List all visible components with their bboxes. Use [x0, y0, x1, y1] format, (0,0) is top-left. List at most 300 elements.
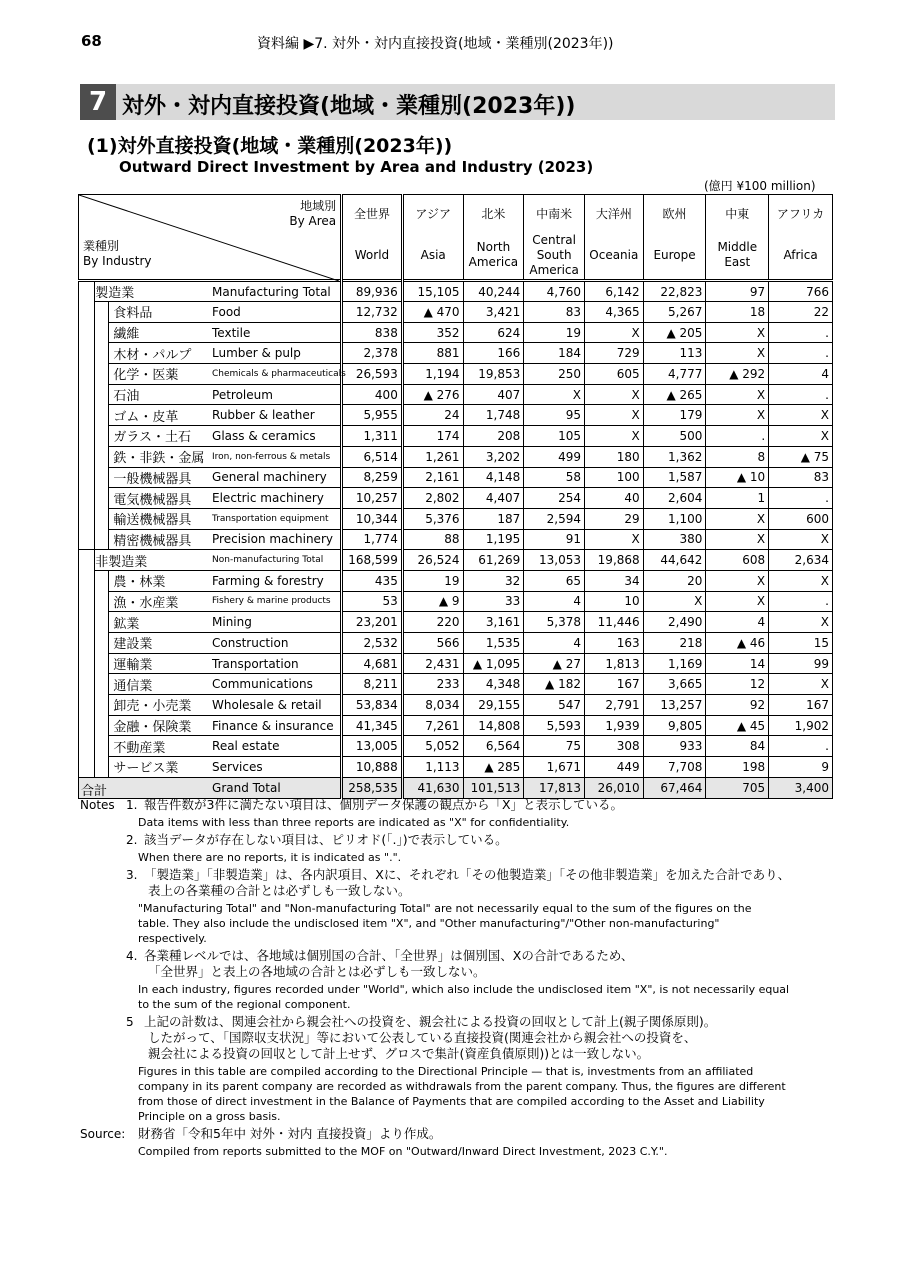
section-title-en: Outward Direct Investment by Area and Industry (2023): [119, 158, 594, 176]
indent-cell: [79, 695, 95, 716]
industry-en: Petroleum: [208, 384, 342, 405]
value-cell: 29: [584, 508, 643, 529]
table-row: [79, 384, 833, 405]
value-cell: 729: [584, 343, 643, 364]
value-cell: 220: [402, 612, 463, 633]
column-header-ja: 中南米: [536, 207, 573, 221]
value-cell: 166: [463, 343, 524, 364]
value-cell: 881: [402, 343, 463, 364]
value-cell: 308: [584, 736, 643, 757]
value-cell: 18: [706, 302, 769, 323]
value-cell: .: [769, 591, 833, 612]
value-cell: 218: [643, 633, 706, 654]
unit-label: (億円 ¥100 million): [704, 179, 816, 193]
column-header-en: World: [354, 247, 390, 262]
indent-cell: [95, 570, 109, 591]
value-cell: 1,113: [402, 757, 463, 778]
value-cell: 174: [402, 426, 463, 447]
note-ja-line: したがって、「国際収支状況」等において公表している直接投資(関連会社から親会社への投資を、: [148, 1030, 697, 1045]
table-row: [79, 570, 833, 591]
value-cell: 10,344: [342, 508, 403, 529]
note-en-line: company in its parent company are recorded as withdrawals from the parent company. Thus, the figures are different: [138, 1080, 786, 1093]
value-cell: 5,052: [402, 736, 463, 757]
table-row: [79, 674, 833, 695]
note-number: 5: [126, 1015, 134, 1029]
value-cell: 12: [706, 674, 769, 695]
industry-ja-label: 鉄・非鉄・金属: [113, 451, 205, 467]
industry-ja: [109, 570, 208, 591]
value-cell: 40: [584, 488, 643, 509]
table-row: [79, 364, 833, 385]
indent-cell: [95, 529, 109, 550]
value-cell: 19,868: [584, 550, 643, 571]
industry-ja: [109, 715, 208, 736]
column-header-ja: アジア: [415, 207, 451, 221]
value-cell: ▲ 27: [524, 653, 585, 674]
source-en: Compiled from reports submitted to the MOF on "Outward/Inward Direct Investment, 2023 C.Y.".: [138, 1145, 668, 1158]
note-label: [80, 1014, 126, 1062]
value-cell: 500: [643, 426, 706, 447]
value-cell: 1,261: [402, 446, 463, 467]
table-row: [79, 695, 833, 716]
value-cell: 67,464: [643, 777, 706, 798]
value-cell: 19: [402, 570, 463, 591]
industry-ja: [109, 695, 208, 716]
industry-ja-label: 電気機械器具: [113, 492, 192, 508]
value-cell: 1,902: [769, 715, 833, 736]
value-cell: 167: [769, 695, 833, 716]
value-cell: 4: [706, 612, 769, 633]
industry-ja-label: 農・林業: [113, 575, 166, 591]
value-cell: 179: [643, 405, 706, 426]
corner-industry-en: By Industry: [83, 254, 152, 268]
category-total-row: [79, 550, 833, 571]
industry-ja: [109, 591, 208, 612]
indent-cell: [79, 426, 95, 447]
indent-cell: [95, 302, 109, 323]
value-cell: 19: [524, 322, 585, 343]
industry-ja-label: 建設業: [113, 637, 153, 653]
indent-cell: [95, 736, 109, 757]
value-cell: 92: [706, 695, 769, 716]
value-cell: 7,708: [643, 757, 706, 778]
indent-cell: [79, 467, 95, 488]
value-cell: 3,202: [463, 446, 524, 467]
note-label: [80, 948, 126, 980]
value-cell: .: [769, 384, 833, 405]
value-cell: ▲ 10: [706, 467, 769, 488]
indent-cell: [79, 653, 95, 674]
industry-ja-label: 石油: [113, 389, 140, 405]
industry-ja-label: 輸送機械器具: [113, 513, 192, 529]
value-cell: 53: [342, 591, 403, 612]
value-cell: 41,630: [402, 777, 463, 798]
value-cell: 6,564: [463, 736, 524, 757]
indent-cell: [95, 384, 109, 405]
industry-ja-label: 精密機械器具: [113, 533, 192, 549]
table-row: [79, 426, 833, 447]
value-cell: 23,201: [342, 612, 403, 633]
value-cell: 2,791: [584, 695, 643, 716]
value-cell: .: [769, 322, 833, 343]
value-cell: 5,378: [524, 612, 585, 633]
value-cell: 1,100: [643, 508, 706, 529]
industry-en: Precision machinery: [208, 529, 342, 550]
note-number: 4.: [126, 949, 138, 963]
value-cell: 4,681: [342, 653, 403, 674]
indent-cell: [95, 653, 109, 674]
indent-cell: [79, 281, 95, 302]
value-cell: 10: [584, 591, 643, 612]
indent-cell: [79, 715, 95, 736]
industry-en: Farming & forestry: [208, 570, 342, 591]
indent-cell: [95, 467, 109, 488]
value-cell: ▲ 46: [706, 633, 769, 654]
value-cell: X: [584, 405, 643, 426]
value-cell: X: [706, 570, 769, 591]
indent-cell: [79, 488, 95, 509]
indent-cell: [95, 364, 109, 385]
indent-cell: [79, 405, 95, 426]
industry-en: Communications: [208, 674, 342, 695]
running-header: 資料編 ▶7. 対外・対内直接投資(地域・業種別(2023年)): [257, 36, 614, 52]
column-header: [463, 195, 524, 281]
value-cell: 600: [769, 508, 833, 529]
value-cell: 13,005: [342, 736, 403, 757]
value-cell: 15,105: [402, 281, 463, 302]
indent-cell: [95, 633, 109, 654]
value-cell: 105: [524, 426, 585, 447]
value-cell: 22,823: [643, 281, 706, 302]
column-header-ja: 全世界: [353, 207, 390, 221]
value-cell: 449: [584, 757, 643, 778]
industry-ja: [109, 736, 208, 757]
table-row: [79, 508, 833, 529]
value-cell: X: [643, 591, 706, 612]
value-cell: .: [706, 426, 769, 447]
value-cell: 12,732: [342, 302, 403, 323]
value-cell: 101,513: [463, 777, 524, 798]
value-cell: 10,257: [342, 488, 403, 509]
value-cell: 258,535: [342, 777, 403, 798]
indent-cell: [95, 591, 109, 612]
value-cell: 8,259: [342, 467, 403, 488]
grand-total-label: 合計: [81, 783, 108, 799]
note-ja-line: 該当データが存在しない項目は、ピリオド(「.」)で表示している。: [144, 832, 508, 847]
note-en-line: Data items with less than three reports are indicated as "X" for confidentiality.: [138, 816, 570, 829]
industry-en: Manufacturing Total: [208, 281, 342, 302]
value-cell: 26,593: [342, 364, 403, 385]
value-cell: 4: [769, 364, 833, 385]
industry-ja: [109, 508, 208, 529]
value-cell: 766: [769, 281, 833, 302]
note-ja-line: 上記の計数は、関連会社から親会社への投資を、親会社による投資の回収として計上(親子関係原則)。: [144, 1014, 717, 1029]
value-cell: 8,211: [342, 674, 403, 695]
note-en-line: respectively.: [138, 932, 207, 945]
industry-en: Non-manufacturing Total: [208, 550, 342, 571]
note-en-line: Principle on a gross basis.: [138, 1110, 281, 1123]
value-cell: 4,148: [463, 467, 524, 488]
industry-ja: [95, 550, 208, 571]
table-row: [79, 446, 833, 467]
note-en-line: In each industry, figures recorded under "World", which also include the undisclosed item "X", is not necessarily equal: [138, 983, 790, 996]
note-ja-line: 報告件数が3件に満たない項目は、個別データ保護の観点から「X」と表示している。: [144, 797, 624, 812]
value-cell: X: [706, 508, 769, 529]
value-cell: 2,490: [643, 612, 706, 633]
industry-en: Wholesale & retail: [208, 695, 342, 716]
value-cell: 3,400: [769, 777, 833, 798]
value-cell: 113: [643, 343, 706, 364]
corner-area-label: [289, 199, 336, 229]
value-cell: X: [769, 570, 833, 591]
note-number: 1.: [126, 798, 138, 812]
industry-ja: [109, 612, 208, 633]
industry-ja-label: サービス業: [113, 761, 179, 777]
value-cell: X: [584, 384, 643, 405]
column-header: [524, 195, 585, 281]
value-cell: 8: [706, 446, 769, 467]
note-en-line: table. They also include the undisclosed item "X", and "Other manufacturing"/"Other non-manufacturing": [138, 917, 720, 930]
note-ja-line: 各業種レベルでは、各地域は個別国の合計、「全世界」は個別国、Xの合計であるため、: [144, 948, 634, 963]
value-cell: 7,261: [402, 715, 463, 736]
value-cell: 40,244: [463, 281, 524, 302]
industry-ja-label: ガラス・土石: [113, 430, 191, 446]
indent-cell: [79, 591, 95, 612]
table-row: [79, 591, 833, 612]
indent-cell: [79, 508, 95, 529]
value-cell: 435: [342, 570, 403, 591]
industry-ja: [109, 302, 208, 323]
value-cell: .: [769, 488, 833, 509]
value-cell: 33: [463, 591, 524, 612]
value-cell: 10,888: [342, 757, 403, 778]
industry-ja: [109, 653, 208, 674]
value-cell: 89,936: [342, 281, 403, 302]
value-cell: X: [706, 343, 769, 364]
indent-cell: [95, 695, 109, 716]
industry-en: General machinery: [208, 467, 342, 488]
value-cell: 97: [706, 281, 769, 302]
value-cell: 933: [643, 736, 706, 757]
value-cell: X: [769, 426, 833, 447]
value-cell: 65: [524, 570, 585, 591]
value-cell: 187: [463, 508, 524, 529]
note-number: 2.: [126, 833, 138, 847]
table-row: [79, 757, 833, 778]
note-item: [80, 797, 840, 830]
indent-cell: [79, 550, 95, 571]
indent-cell: [79, 343, 95, 364]
value-cell: 2,594: [524, 508, 585, 529]
industry-ja: [109, 364, 208, 385]
value-cell: 2,378: [342, 343, 403, 364]
value-cell: 99: [769, 653, 833, 674]
value-cell: X: [706, 591, 769, 612]
note-en-block: [80, 1064, 840, 1124]
value-cell: ▲ 9: [402, 591, 463, 612]
value-cell: 84: [706, 736, 769, 757]
value-cell: 83: [769, 467, 833, 488]
source-ja: 財務省「令和5年中 対外・対内 直接投資」より作成。: [138, 1126, 442, 1141]
industry-ja: [109, 488, 208, 509]
value-cell: 4: [524, 633, 585, 654]
note-en-block: [80, 850, 840, 865]
industry-ja: [109, 757, 208, 778]
value-cell: 24: [402, 405, 463, 426]
table-corner: [79, 195, 342, 281]
value-cell: .: [769, 736, 833, 757]
indent-cell: [79, 633, 95, 654]
indent-cell: [79, 529, 95, 550]
industry-ja: [109, 405, 208, 426]
value-cell: 53,834: [342, 695, 403, 716]
note-item: [80, 1014, 840, 1124]
table-row: [79, 467, 833, 488]
source-label: Source:: [80, 1127, 126, 1141]
indent-cell: [79, 364, 95, 385]
industry-en: Glass & ceramics: [208, 426, 342, 447]
column-header-en: Europe: [653, 247, 696, 262]
value-cell: 1,311: [342, 426, 403, 447]
value-cell: X: [706, 405, 769, 426]
value-cell: 41,345: [342, 715, 403, 736]
value-cell: ▲ 285: [463, 757, 524, 778]
value-cell: ▲ 205: [643, 322, 706, 343]
industry-en: Textile: [208, 322, 342, 343]
indent-cell: [79, 384, 95, 405]
value-cell: 4,348: [463, 674, 524, 695]
note-en-line: Figures in this table are compiled according to the Directional Principle — that is, investments from an affiliated: [138, 1065, 754, 1078]
value-cell: 352: [402, 322, 463, 343]
value-cell: X: [524, 384, 585, 405]
value-cell: 20: [643, 570, 706, 591]
value-cell: ▲ 265: [643, 384, 706, 405]
value-cell: 380: [643, 529, 706, 550]
value-cell: 5,593: [524, 715, 585, 736]
value-cell: 4,407: [463, 488, 524, 509]
value-cell: 5,376: [402, 508, 463, 529]
industry-ja-label: 木材・パルプ: [113, 347, 192, 363]
value-cell: 2,532: [342, 633, 403, 654]
value-cell: 4,760: [524, 281, 585, 302]
value-cell: 14: [706, 653, 769, 674]
column-header-ja: アフリカ: [776, 207, 825, 221]
value-cell: 1,587: [643, 467, 706, 488]
industry-en: Finance & insurance: [208, 715, 342, 736]
value-cell: 100: [584, 467, 643, 488]
value-cell: 2,161: [402, 467, 463, 488]
table-row: [79, 322, 833, 343]
note-label: [80, 867, 126, 899]
table-row: [79, 529, 833, 550]
table-row: [79, 653, 833, 674]
indent-cell: [79, 446, 95, 467]
industry-en: Construction: [208, 633, 342, 654]
value-cell: 1,362: [643, 446, 706, 467]
column-header-ja: 中東: [725, 207, 750, 221]
value-cell: X: [584, 426, 643, 447]
value-cell: 3,665: [643, 674, 706, 695]
value-cell: 180: [584, 446, 643, 467]
industry-ja: [109, 777, 208, 798]
value-cell: 208: [463, 426, 524, 447]
indent-cell: [95, 322, 109, 343]
value-cell: 75: [524, 736, 585, 757]
industry-en: Transportation equipment: [208, 508, 342, 529]
section-title: (1)対外直接投資(地域・業種別(2023年)): [87, 135, 453, 157]
value-cell: 400: [342, 384, 403, 405]
indent-cell: [79, 612, 95, 633]
value-cell: 19,853: [463, 364, 524, 385]
indent-cell: [79, 302, 95, 323]
value-cell: 29,155: [463, 695, 524, 716]
corner-area-ja: 地域別: [300, 199, 337, 213]
value-cell: 167: [584, 674, 643, 695]
note-ja-block: [80, 797, 840, 813]
note-ja-line: 表上の各業種の合計とは必ずしも一致しない。: [148, 883, 411, 898]
industry-ja-label: 化学・医薬: [113, 368, 179, 384]
corner-area-en: By Area: [289, 214, 337, 228]
table-row: [79, 736, 833, 757]
value-cell: ▲ 276: [402, 384, 463, 405]
industry-ja-label: 不動産業: [113, 740, 166, 756]
industry-ja: [109, 674, 208, 695]
value-cell: 17,813: [524, 777, 585, 798]
industry-en: Iron, non-ferrous & metals: [208, 446, 342, 467]
chapter-heading: [80, 84, 835, 120]
column-header-en: Africa: [783, 247, 818, 262]
table-row: [79, 715, 833, 736]
industry-ja: [109, 426, 208, 447]
chapter-number: 7: [80, 84, 116, 120]
value-cell: ▲ 292: [706, 364, 769, 385]
industry-ja: [109, 343, 208, 364]
indent-cell: [79, 757, 95, 778]
value-cell: 9,805: [643, 715, 706, 736]
value-cell: X: [769, 674, 833, 695]
column-header-ja: 大洋州: [595, 207, 632, 221]
industry-ja: [109, 633, 208, 654]
value-cell: 44,642: [643, 550, 706, 571]
industry-ja-label: 運輸業: [113, 658, 153, 674]
indent-cell: [79, 736, 95, 757]
value-cell: 2,431: [402, 653, 463, 674]
value-cell: 1,939: [584, 715, 643, 736]
value-cell: 32: [463, 570, 524, 591]
value-cell: 13,053: [524, 550, 585, 571]
value-cell: 605: [584, 364, 643, 385]
industry-ja: [109, 467, 208, 488]
value-cell: 4: [524, 591, 585, 612]
note-en-block: [80, 815, 840, 830]
value-cell: 407: [463, 384, 524, 405]
indent-cell: [79, 322, 95, 343]
investment-table: [78, 194, 833, 799]
value-cell: 1,748: [463, 405, 524, 426]
value-cell: ▲ 182: [524, 674, 585, 695]
note-en-line: When there are no reports, it is indicated as ".".: [138, 851, 402, 864]
indent-cell: [95, 488, 109, 509]
value-cell: X: [584, 529, 643, 550]
category-total-row: [79, 281, 833, 302]
table-row: [79, 302, 833, 323]
grand-total-row: [79, 777, 833, 798]
column-header-ja: 欧州: [662, 207, 687, 221]
value-cell: ▲ 1,095: [463, 653, 524, 674]
value-cell: 2,604: [643, 488, 706, 509]
note-en-block: [80, 982, 840, 1012]
value-cell: 184: [524, 343, 585, 364]
